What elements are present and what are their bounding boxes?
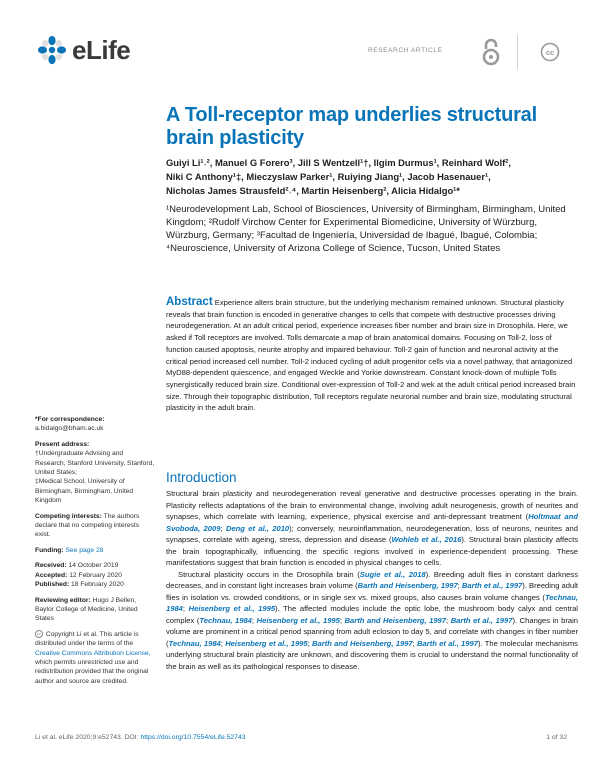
editor-name: Hugo J Bellen, Baylor College of Medicine, United States	[35, 596, 138, 623]
elife-logo-icon	[35, 33, 69, 67]
reference-link[interactable]: Technau, 1984	[166, 592, 578, 613]
page-header	[35, 33, 567, 73]
funding-label: Funding:	[35, 546, 64, 554]
doi-link[interactable]: https://doi.org/10.7554/eLife.52743	[140, 734, 246, 741]
introduction-body	[166, 488, 578, 672]
reference-link[interactable]: Holtmaat and Svoboda, 2009	[166, 512, 578, 533]
citation-text: Li et al. eLife 2020;9:e52743.	[35, 734, 123, 741]
article-sidebar	[35, 415, 155, 692]
reference-link[interactable]: Barth and Heisenberg, 1997	[344, 615, 446, 625]
reference-link[interactable]: Deng et al., 2010	[225, 523, 290, 533]
open-access-icon[interactable]	[480, 37, 502, 67]
copyright-cc-icon: cc	[37, 630, 41, 636]
text-run: Structural plasticity occurs in the Drosophila brain (	[178, 569, 360, 579]
received-label: Received:	[35, 562, 67, 570]
present-address-label: Present address:	[35, 440, 90, 448]
published-label: Published:	[35, 581, 70, 589]
reference-link[interactable]: Wohleb et al., 2016	[391, 535, 462, 544]
published-date: 18 February 2020	[71, 581, 124, 589]
logo-text: eLife	[72, 34, 131, 65]
introduction-heading: Introduction	[166, 470, 237, 485]
text-run: Structural brain plasticity and neurodegeneration reveal generative and destructive processes operating in the brain. Plasticity reflects adaptations of the brain to environmental change, involving adult neurogenesis, growth of neurites and synapses, which correlate with learning, experience, physical exercise and anti-depressant treatment (	[166, 489, 578, 521]
article-title: A Toll-receptor map underlies structural brain plasticity	[166, 104, 537, 149]
editor-label: Reviewing editor:	[35, 596, 91, 604]
reference-link[interactable]: Heisenberg et al., 1995	[188, 604, 276, 613]
doi-label: DOI:	[124, 734, 139, 741]
page-number: 1 of 32	[546, 734, 567, 741]
present-address	[35, 440, 155, 506]
present-address-2: ‡Medical School, University of Birmingham, Birmingham, United Kingdom	[35, 478, 134, 505]
copyright-pre: Copyright Li et al. This article is distributed under the terms of the	[35, 630, 139, 648]
text-run: ). Changes in brain volume are prominent in a critical period spanning from adult eclosion to day 5, and correlate with changes in fiber number (	[166, 615, 578, 648]
abstract-label: Abstract	[166, 296, 213, 308]
creative-commons-icon[interactable]	[540, 42, 560, 62]
svg-text:cc: cc	[545, 48, 555, 57]
reference-link[interactable]: Barth and Heisenberg, 1997	[357, 581, 458, 590]
author-list	[166, 156, 586, 199]
footer-citation	[35, 734, 246, 741]
text-run: ). Breeding adult flies in constant darkness decreases, and in constant light increases brain volume (	[166, 569, 578, 590]
author-line: Niki C Anthony¹‡, Mieczyslaw Parker¹, Ruiying Jiang¹, Jacob Hasenauer¹,	[166, 171, 491, 183]
elife-logo[interactable]	[35, 33, 130, 67]
text-run: ). The affected modules include the optic lobe, the mushroom body calyx and central complex (	[166, 604, 578, 625]
abstract-text: Experience alters brain structure, but the underlying mechanism remained unknown. Structural plasticity reveals that brain function is encoded in generative changes to cells that compete with destructive processes driving neurodegeneration. At an adult critical period, experience increases fiber number and brain size in Drosophila. Here, we asked if Toll receptors are involved. Tolls demarcate a map of brain anatomical domains. Focusing on Toll-2, loss of function caused apoptosis, neurite atrophy and impaired behaviour. Toll-2 gain of function and neuronal activity at the critical period increased cell number. Toll-2 induced cycling of adult progenitor cells via a novel pathway, that antagonized MyD88-dependent quiescence, and engaged Weckle and Yorkie downstream. Constant knock-down of multiple Tolls synergistically reduced brain size. Conditional over-expression of Toll-2 and wek at the adult critical period increased brain size. Through their topographic distribution, Toll receptors regulate neuronal number and brain size, modulating structural plasticity in the adult brain.	[166, 298, 576, 413]
header-divider	[517, 35, 518, 69]
reference-link[interactable]: Heisenberg et al., 1995	[256, 615, 340, 625]
intro-paragraph-1: Structural brain plasticity and neurodegeneration reveal generative and destructive processes operating in the brain. Plasticity reflects adaptations of the brain to environmental change, involving adult neurogenesis, growth of neurites and synapses, which correlate with learning, experience, physical exercise and anti-depressant treatment (Holtmaat and Svoboda, 2009; Deng et al., 2010); conversely, neuroinflammation, neurodegeneration, loss of neurons, neurites and synapses, correlate with ageing, stress, depression and disease (Wohleb et al., 2016). Structural brain plasticity affects the brain topographically, influencing the specific regions involved in experience-dependent processing. These manifestations suggest that brain function is encoded in physical changes to cells.	[166, 489, 579, 567]
reference-link[interactable]: Technau, 1984	[199, 615, 252, 625]
reference-link[interactable]: Technau, 1984	[168, 638, 221, 648]
competing-label: Competing interests:	[35, 512, 102, 520]
text-run: ); conversely, neuroinflammation, neurodegeneration, loss of neurons, neurites and synapses, correlate with ageing, stress, depression and disease (	[166, 523, 578, 544]
copyright	[35, 630, 155, 686]
abstract	[166, 297, 578, 414]
received-date: 14 October 2019	[68, 562, 119, 570]
dates	[35, 561, 155, 589]
reference-link[interactable]: Barth et al., 1997	[461, 581, 523, 590]
correspondence-email[interactable]: a.hidalgo@bham.ac.uk	[35, 425, 104, 433]
intro-paragraph-2: Structural plasticity occurs in the Drosophila brain (Sugie et al., 2018). Breeding adult flies in constant darkness decreases, and in constant light increases brain volume (Barth and Heisenberg, 1997; Barth et al., 1997). Breeding adult flies in isolation vs. crowded conditions, or in single sex vs. mixed groups, also causes brain volume changes (Technau, 1984; Heisenberg et al., 1995). The affected modules include the optic lobe, the mushroom body calyx and central complex (Technau, 1984; Heisenberg et al., 1995; Barth and Heisenberg, 1997; Barth et al., 1997). Changes in brain volume are prominent in a critical period spanning from adult eclosion to day 5, and correlate with changes in fiber number (Technau, 1984; Heisenberg et al., 1995; Barth and Heisenberg, 1997; Barth et al., 1997). The molecular mechanisms underlying structural brain plasticity are unknown, and discovering them is crucial to understand the normal functionality of the brain as well as its pathological responses to disease.	[166, 569, 578, 671]
accepted-date: 12 February 2020	[69, 571, 122, 579]
accepted-label: Accepted:	[35, 571, 68, 579]
present-address-1: †Undergraduate Advising and Research, Stanford University, Stanford, United States;	[35, 450, 155, 477]
author-line: Nicholas James Strausfeld²˒⁴, Martin Heisenberg², Alicia Hidalgo¹*	[166, 185, 460, 197]
affiliations: ¹Neurodevelopment Lab, School of Biosciences, University of Birmingham, Birmingham, United Kingdom; ²Rudolf Virchow Center for Experimental Biomedicine, University of Würzburg, Würzburg, Germany; ³Facultad de Ingeniería, Universidad de Ibagué, Ibagué, Colombia; ⁴Neuroscience, University of Arizona College of Science, Tucson, United States	[166, 204, 566, 254]
funding-link[interactable]: See page 28	[65, 546, 104, 554]
correspondence	[35, 415, 155, 434]
reference-link[interactable]: Barth et al., 1997	[417, 638, 478, 648]
competing-text: The authors declare that no competing interests exist.	[35, 512, 140, 539]
text-run: ). The molecular mechanisms underlying structural brain plasticity are unknown, and discovering them is crucial to understand the normal functionality of the brain as well as its pathological responses to disease.	[166, 638, 578, 671]
text-run: ). Structural brain plasticity affects the brain topographically, influencing the specific regions involved in experience-dependent processing. These manifestations suggest that brain function is encoded in physical changes to cells.	[166, 535, 579, 567]
article-type: RESEARCH ARTICLE	[368, 47, 443, 54]
license-link[interactable]: Creative Commons Attribution License,	[35, 649, 151, 657]
text-run: ). Breeding adult flies in isolation vs. crowded conditions, or in single sex vs. mixed groups, also causes brain volume changes (	[166, 581, 578, 602]
competing-interests	[35, 512, 155, 540]
reference-link[interactable]: Barth and Heisenberg, 1997	[312, 638, 413, 648]
correspondence-label: *For correspondence:	[35, 416, 105, 423]
reviewing-editor	[35, 596, 155, 624]
reference-link[interactable]: Barth et al., 1997	[450, 615, 513, 625]
reference-link[interactable]: Heisenberg et al., 1995	[225, 638, 308, 648]
reference-link[interactable]: Sugie et al., 2018	[359, 569, 426, 579]
copyright-post: which permits unrestricted use and redistribution provided that the original author and source are credited.	[35, 658, 149, 685]
funding	[35, 546, 155, 555]
author-line: Guiyi Li¹˒², Manuel G Forero³, Jill S Wentzell¹†, Ilgim Durmus¹, Reinhard Wolf²,	[166, 157, 511, 168]
